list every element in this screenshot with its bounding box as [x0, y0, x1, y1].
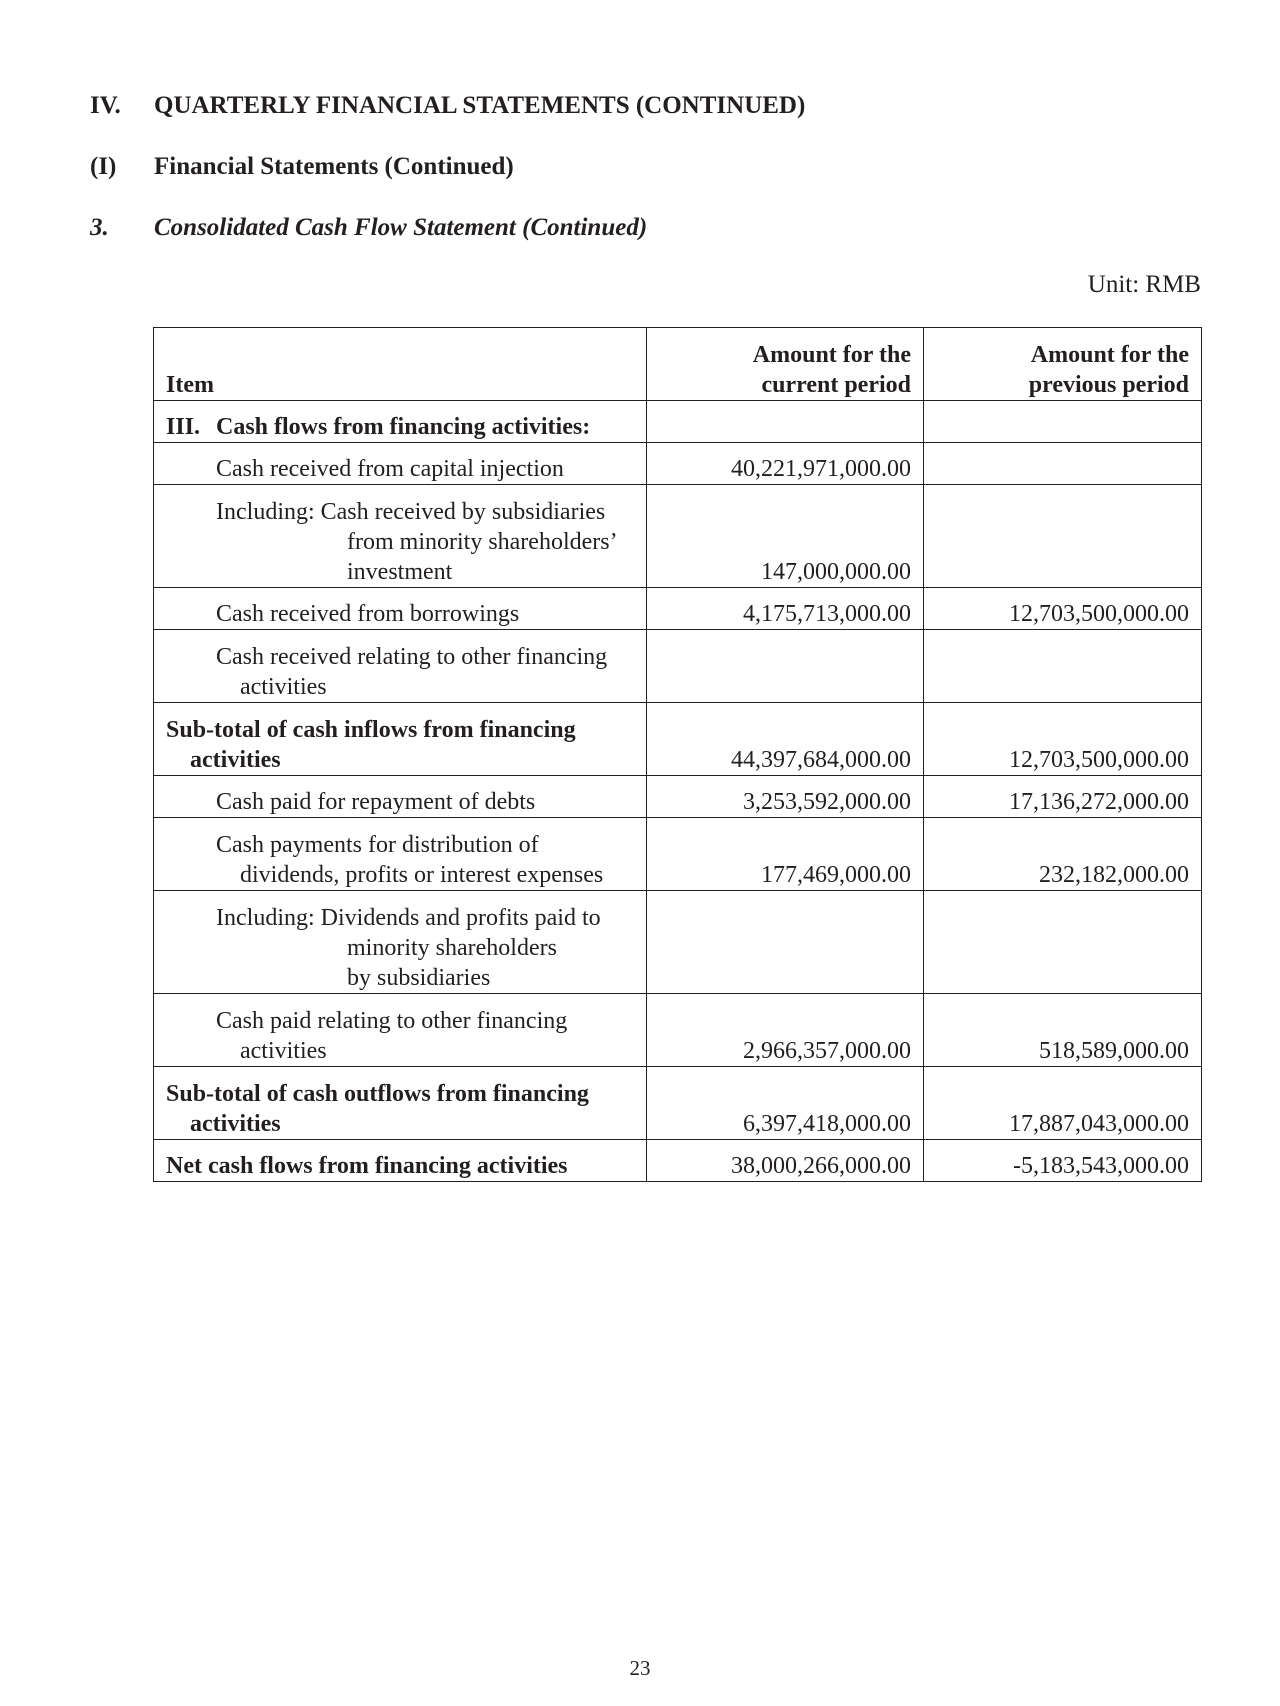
section-label [154, 401, 647, 443]
empty-cell [647, 401, 924, 443]
empty-cell [924, 401, 1202, 443]
header-item: Item [154, 328, 647, 401]
header-current-line2: current period [761, 372, 911, 398]
table-row [154, 776, 1202, 818]
previous-amount: 12,703,500,000.00 [924, 703, 1202, 776]
row-label [154, 818, 647, 891]
heading-number: 3. [90, 214, 109, 241]
table-row [154, 485, 1202, 588]
total-row [154, 1140, 1202, 1182]
row-label-line1: Including: Dividends and profits paid to [216, 905, 601, 931]
current-amount: 177,469,000.00 [647, 818, 924, 891]
previous-amount: 12,703,500,000.00 [924, 588, 1202, 630]
table-row [154, 891, 1202, 994]
section-number: III. [166, 414, 201, 440]
table-row [154, 443, 1202, 485]
current-amount: 38,000,266,000.00 [647, 1140, 924, 1182]
current-amount: 2,966,357,000.00 [647, 994, 924, 1067]
heading-number: (I) [90, 153, 117, 180]
current-amount [647, 891, 924, 994]
table-row [154, 630, 1202, 703]
row-label-line3: by subsidiaries [347, 965, 491, 991]
previous-amount [924, 891, 1202, 994]
row-label [154, 994, 647, 1067]
row-label [154, 1067, 647, 1140]
current-amount: 40,221,971,000.00 [647, 443, 924, 485]
section-row [154, 401, 1202, 443]
previous-amount: 518,589,000.00 [924, 994, 1202, 1067]
table-header-row [154, 328, 1202, 401]
row-label [154, 485, 647, 588]
subtotal-row [154, 703, 1202, 776]
row-label-text: Cash payments for distribution of dividends, profits or interest expenses [216, 832, 604, 888]
previous-amount [924, 630, 1202, 703]
current-amount [647, 630, 924, 703]
current-amount: 147,000,000.00 [647, 485, 924, 588]
header-current-period [647, 328, 924, 401]
row-label: Cash received from capital injection [154, 443, 647, 485]
table-row [154, 818, 1202, 891]
header-previous-line1: Amount for the [1030, 342, 1189, 368]
row-label [154, 703, 647, 776]
header-current-line1: Amount for the [752, 342, 911, 368]
row-label-line1: Including: Cash received by subsidiaries [216, 499, 606, 525]
unit-label: Unit: RMB [1087, 271, 1201, 298]
row-label-line2: minority shareholders [347, 935, 557, 961]
subtotal-row [154, 1067, 1202, 1140]
row-label [154, 630, 647, 703]
heading-number: IV. [90, 92, 121, 119]
cash-flow-table [153, 327, 1202, 1182]
table-row [154, 994, 1202, 1067]
previous-amount [924, 485, 1202, 588]
row-label: Cash received from borrowings [154, 588, 647, 630]
heading-text: Consolidated Cash Flow Statement (Continued) [154, 214, 648, 241]
current-amount: 3,253,592,000.00 [647, 776, 924, 818]
row-label-text: Sub-total of cash outflows from financing activities [166, 1081, 589, 1137]
current-amount: 6,397,418,000.00 [647, 1067, 924, 1140]
heading-text: QUARTERLY FINANCIAL STATEMENTS (CONTINUED) [154, 92, 806, 119]
section-title: Cash flows from financing activities: [216, 414, 591, 440]
previous-amount: 232,182,000.00 [924, 818, 1202, 891]
current-amount: 4,175,713,000.00 [647, 588, 924, 630]
table-row [154, 588, 1202, 630]
header-previous-period [924, 328, 1202, 401]
current-amount: 44,397,684,000.00 [647, 703, 924, 776]
row-label-line2: from minority shareholders’ [347, 529, 618, 555]
page-number: 23 [629, 1656, 651, 1680]
previous-amount: -5,183,543,000.00 [924, 1140, 1202, 1182]
row-label-text: Sub-total of cash inflows from financing activities [166, 717, 576, 773]
row-label: Net cash flows from financing activities [154, 1140, 647, 1182]
row-label [154, 891, 647, 994]
row-label-text: Cash paid relating to other financing activities [216, 1008, 568, 1064]
row-label-text: Cash received relating to other financing activities [216, 644, 608, 700]
previous-amount: 17,136,272,000.00 [924, 776, 1202, 818]
previous-amount [924, 443, 1202, 485]
row-label-line3: investment [347, 559, 453, 585]
heading-text: Financial Statements (Continued) [154, 153, 514, 180]
row-label: Cash paid for repayment of debts [154, 776, 647, 818]
previous-amount: 17,887,043,000.00 [924, 1067, 1202, 1140]
header-previous-line2: previous period [1028, 372, 1189, 398]
